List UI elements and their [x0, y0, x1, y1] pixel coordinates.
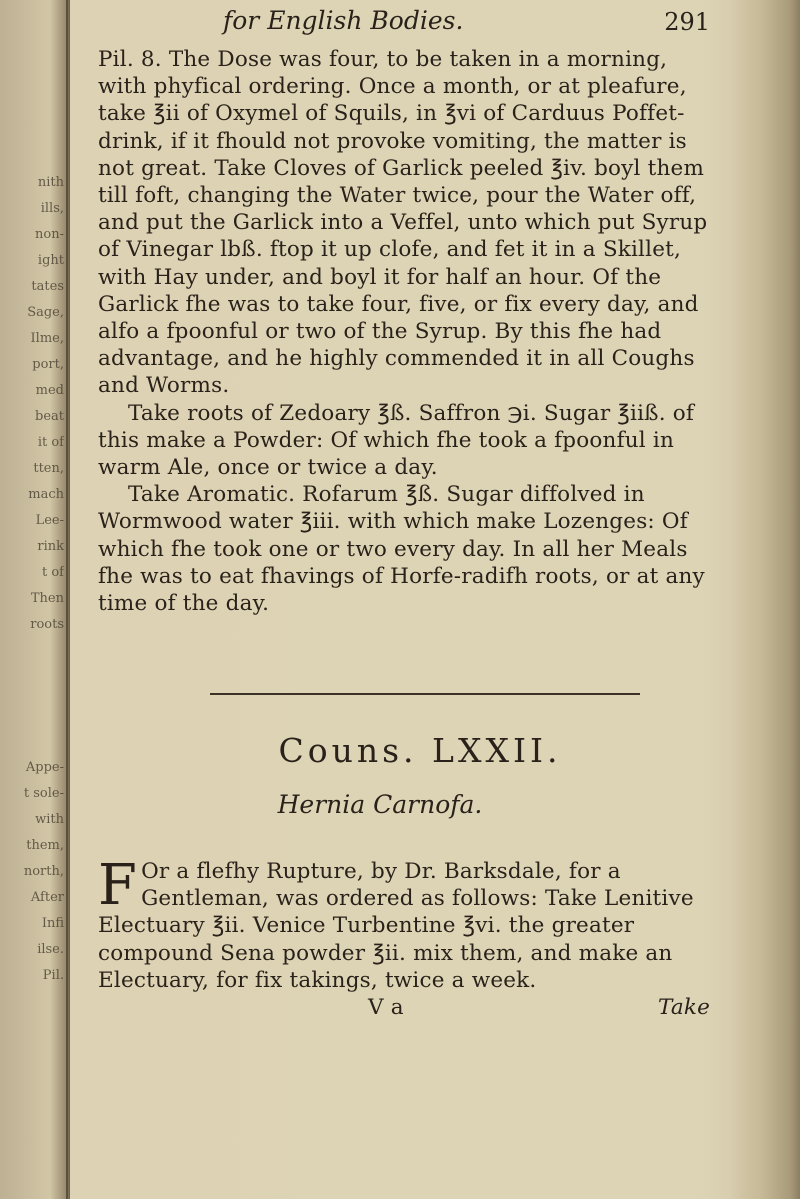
- page-edge-shadow: [730, 0, 800, 1199]
- binding-gutter: [66, 0, 68, 1199]
- bleed-line: port,: [32, 357, 64, 372]
- bleed-line: t sole-: [23, 786, 64, 801]
- bleed-line: non-: [35, 227, 64, 242]
- section-divider: [210, 693, 640, 695]
- bleed-line: Appe-: [25, 760, 64, 775]
- bleed-line: roots: [30, 617, 64, 632]
- paragraph: Take roots of Zedoary ℥ß. Saffron ℈i. Sugar ℥iiß. of this make a Powder: Of which fhe took a fpoonful in warm Ale, once or twice a day.: [98, 400, 695, 481]
- page-number: 291: [664, 8, 710, 36]
- bleed-line: ilse.: [37, 942, 64, 957]
- bleed-line: After: [30, 890, 64, 905]
- section-subtitle: Hernia Carnofa.: [277, 790, 483, 819]
- bleed-line: Sage,: [27, 305, 64, 320]
- bleed-line: tten,: [33, 461, 64, 476]
- main-text: [98, 46, 710, 617]
- bleed-line: Infi: [41, 916, 64, 931]
- bleed-line: tates: [31, 279, 64, 294]
- bleed-line: Lee-: [35, 513, 64, 528]
- paragraph: Take Aromatic. Rofarum ℥ß. Sugar diffolved in Wormwood water ℥iii. with which make Lozenges: Of which fhe took one or two every day. In all her Meals fhe was to eat fhavings of Horfe-radifh roots, or at any time of the day.: [98, 482, 705, 617]
- bleed-line: med: [35, 383, 64, 398]
- page-header: [98, 6, 710, 42]
- page-footer: [98, 994, 710, 1024]
- bleed-line: with: [35, 812, 64, 827]
- section-text: [98, 853, 710, 1024]
- bleed-line: Pil.: [42, 968, 64, 983]
- bleed-line: them,: [26, 838, 64, 853]
- drop-cap: F: [98, 853, 138, 918]
- paragraph: Or a flefhy Rupture, by Dr. Barksdale, for a Gentleman, was ordered as follows: Take Lenitive Electuary ℥ii. Venice Turbentine ℥vi. the greater compound Sena powder ℥ii. mix them, and make an Electuary, for fix takings, twice a week.: [98, 859, 694, 993]
- running-head: for English Bodies.: [223, 6, 464, 35]
- bleed-line: Then: [30, 591, 64, 606]
- section-title: Couns. LXXII.: [278, 731, 562, 770]
- bleed-line: ight: [37, 253, 64, 268]
- bleed-line: beat: [35, 409, 64, 424]
- bleed-line: Ilme,: [30, 331, 64, 346]
- signature-mark: V a: [368, 995, 404, 1021]
- paragraph: Pil. 8. The Dose was four, to be taken in a morning, with phyfical ordering. Once a month, or at pleafure, take ℥ii of Oxymel of Squils, in ℥vi of Carduus Poffet-drink, if it fhould not provoke vomiting, the matter is not great. Take Cloves of Garlick peeled ℥iv. boyl them till foft, changing the Water twice, pour the Water off, and put the Garlick into a Veffel, unto which put Syrup of Vinegar lbß. ftop it up clofe, and fet it in a Skillet, with Hay under, and boyl it for half an hour. Of the Garlick fhe was to take four, five, or fix every day, and alfo a fpoonful or two of the Syrup. By this fhe had advantage, and he highly commended it in all Coughs and Worms.: [98, 47, 708, 399]
- catchword: Take: [657, 995, 710, 1021]
- bleed-line: mach: [28, 487, 64, 502]
- bleed-line: ills,: [40, 201, 64, 216]
- bleed-line: it of: [37, 435, 64, 450]
- bleed-line: nith: [37, 175, 64, 190]
- bleed-line: t of: [42, 565, 64, 580]
- bleed-line: rink: [37, 539, 64, 554]
- bleed-line: north,: [23, 864, 64, 879]
